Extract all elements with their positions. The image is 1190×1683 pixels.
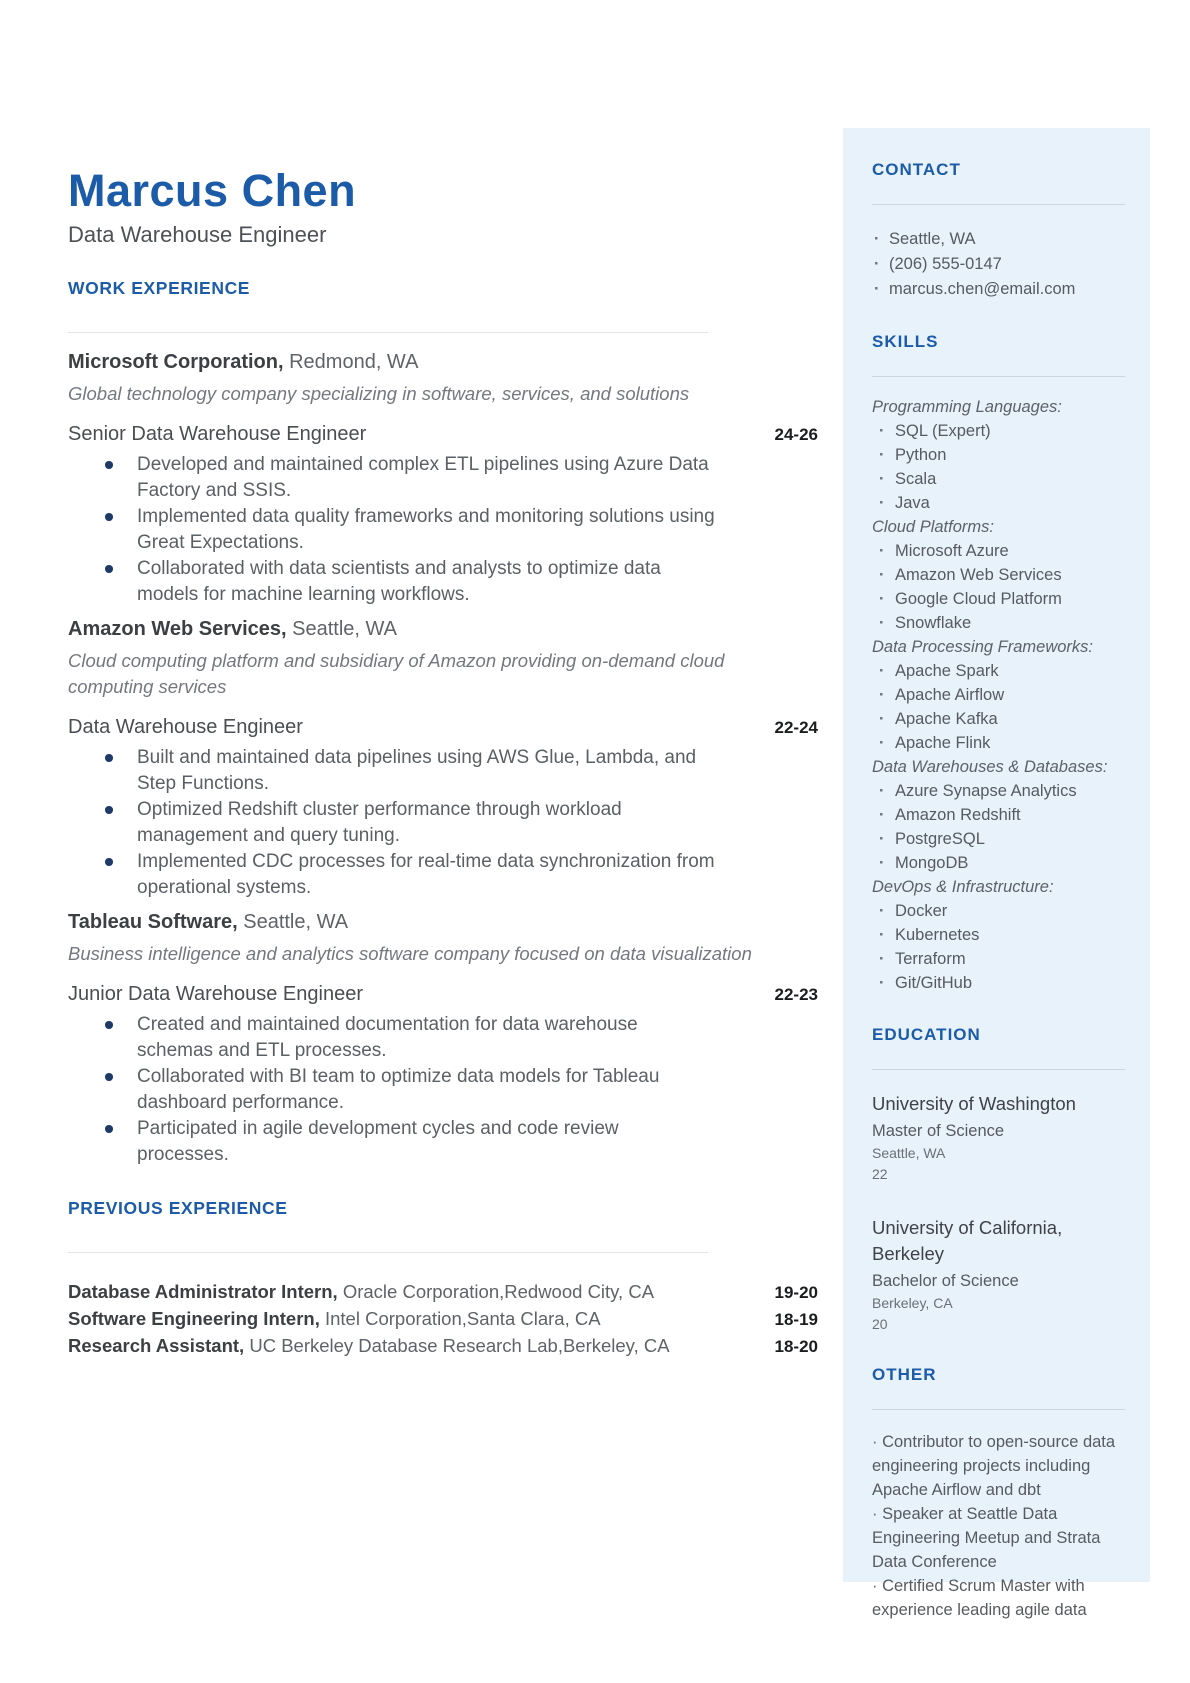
skill-groups bbox=[872, 395, 1125, 995]
contact-section bbox=[872, 160, 1125, 302]
skill-item: · Microsoft Azure bbox=[872, 539, 1125, 563]
contact-divider bbox=[872, 204, 1125, 205]
school-location: Seattle, WA bbox=[872, 1145, 946, 1161]
skill-item: · Java bbox=[872, 491, 1125, 515]
skill-group bbox=[872, 635, 1125, 755]
skill-item: · Amazon Redshift bbox=[872, 803, 1125, 827]
previous-role-dates: 19-20 bbox=[774, 1283, 818, 1302]
skill-category-label: Data Warehouses & Databases: bbox=[872, 758, 1108, 776]
company-description: Global technology company specializing in software, services, and solutions bbox=[68, 383, 690, 404]
skill-item: · Amazon Web Services bbox=[872, 563, 1125, 587]
skill-item: · SQL (Expert) bbox=[872, 419, 1125, 443]
skill-category-label: Data Processing Frameworks: bbox=[872, 638, 1093, 656]
work-experience-divider bbox=[68, 332, 708, 333]
work-experience-heading: WORK EXPERIENCE bbox=[68, 278, 251, 298]
skills-divider bbox=[872, 376, 1125, 377]
other-items bbox=[872, 1430, 1125, 1622]
company-line bbox=[68, 616, 818, 642]
skills-heading: SKILLS bbox=[872, 332, 939, 351]
job-entry bbox=[68, 349, 818, 608]
other-section bbox=[872, 1365, 1125, 1622]
skill-category-label: Programming Languages: bbox=[872, 398, 1062, 416]
skill-group bbox=[872, 755, 1125, 875]
job-bullet: Optimized Redshift cluster performance through workload management and query tuning. bbox=[105, 797, 715, 849]
company-location: Redmond, WA bbox=[283, 351, 419, 373]
skill-category-label: DevOps & Infrastructure: bbox=[872, 878, 1054, 896]
previous-role-title: Database Administrator Intern, bbox=[68, 1281, 338, 1302]
previous-role-title: Software Engineering Intern, bbox=[68, 1308, 320, 1329]
skill-group bbox=[872, 395, 1125, 515]
job-bullet: Collaborated with data scientists and analysts to optimize data models for machine learning workflows. bbox=[105, 556, 715, 608]
company-name: Amazon Web Services, bbox=[68, 618, 287, 640]
school-year: 22 bbox=[872, 1166, 888, 1182]
company-line bbox=[68, 349, 818, 375]
previous-role-row bbox=[68, 1333, 818, 1360]
previous-role-dates: 18-19 bbox=[774, 1310, 818, 1329]
job-bullet: Developed and maintained complex ETL pipelines using Azure Data Factory and SSIS. bbox=[105, 452, 715, 504]
main-column bbox=[68, 165, 818, 1360]
education-section bbox=[872, 1025, 1125, 1335]
skill-item: · Snowflake bbox=[872, 611, 1125, 635]
person-name: Marcus Chen bbox=[68, 165, 357, 216]
job-bullet-list bbox=[68, 1012, 818, 1168]
company-description: Business intelligence and analytics software company focused on data visualization bbox=[68, 943, 752, 964]
other-item bbox=[872, 1502, 1125, 1574]
skill-group bbox=[872, 875, 1125, 995]
skill-item: · PostgreSQL bbox=[872, 827, 1125, 851]
skill-item: · Azure Synapse Analytics bbox=[872, 779, 1125, 803]
bullet-dot-icon: · bbox=[872, 1505, 883, 1523]
contact-list bbox=[872, 227, 1125, 302]
job-bullet: Created and maintained documentation for data warehouse schemas and ETL processes. bbox=[105, 1012, 715, 1064]
job-dates: 22-23 bbox=[774, 985, 818, 1004]
skill-category-label: Cloud Platforms: bbox=[872, 518, 994, 536]
skill-item: · MongoDB bbox=[872, 851, 1125, 875]
skill-item: · Python bbox=[872, 443, 1125, 467]
skill-item: · Kubernetes bbox=[872, 923, 1125, 947]
job-bullet: Implemented data quality frameworks and monitoring solutions using Great Expectations. bbox=[105, 504, 715, 556]
previous-role-text bbox=[68, 1333, 670, 1359]
skill-item: · Docker bbox=[872, 899, 1125, 923]
school-degree: Bachelor of Science bbox=[872, 1272, 1019, 1290]
job-bullet-list bbox=[68, 452, 818, 608]
person-title: Data Warehouse Engineer bbox=[68, 222, 327, 247]
previous-role-org: UC Berkeley Database Research Lab,Berkeley, CA bbox=[244, 1335, 670, 1356]
previous-role-row bbox=[68, 1279, 818, 1306]
job-bullet-list bbox=[68, 745, 818, 901]
skill-list bbox=[872, 539, 1125, 635]
education-entry bbox=[872, 1215, 1125, 1335]
skill-item: · Apache Airflow bbox=[872, 683, 1125, 707]
skill-group bbox=[872, 515, 1125, 635]
skill-list bbox=[872, 659, 1125, 755]
job-dates: 22-24 bbox=[774, 718, 818, 737]
skill-item: · Scala bbox=[872, 467, 1125, 491]
company-location: Seattle, WA bbox=[286, 618, 398, 640]
job-entry bbox=[68, 616, 818, 901]
company-line bbox=[68, 909, 818, 935]
other-item bbox=[872, 1574, 1125, 1622]
previous-role-row bbox=[68, 1306, 818, 1333]
other-heading: OTHER bbox=[872, 1365, 937, 1384]
school-location: Berkeley, CA bbox=[872, 1295, 953, 1311]
bullet-dot-icon: · bbox=[872, 1433, 883, 1451]
role-line bbox=[68, 714, 818, 741]
job-bullet: Built and maintained data pipelines using AWS Glue, Lambda, and Step Functions. bbox=[105, 745, 715, 797]
job-role: Junior Data Warehouse Engineer bbox=[68, 983, 363, 1005]
role-line bbox=[68, 981, 818, 1008]
previous-role-org: Intel Corporation,Santa Clara, CA bbox=[319, 1308, 601, 1329]
other-item-text: Contributor to open-source data engineering projects including Apache Airflow and dbt bbox=[872, 1433, 1116, 1499]
company-location: Seattle, WA bbox=[237, 911, 349, 933]
skill-list bbox=[872, 779, 1125, 875]
skill-item: · Apache Flink bbox=[872, 731, 1125, 755]
job-entry bbox=[68, 909, 818, 1168]
bullet-dot-icon: · bbox=[872, 1577, 883, 1595]
job-role: Data Warehouse Engineer bbox=[68, 716, 303, 738]
education-divider bbox=[872, 1069, 1125, 1070]
company-name: Microsoft Corporation, bbox=[68, 351, 284, 373]
previous-role-org: Oracle Corporation,Redwood City, CA bbox=[337, 1281, 655, 1302]
skill-item: · Git/GitHub bbox=[872, 971, 1125, 995]
school-year: 20 bbox=[872, 1316, 888, 1332]
contact-item: · (206) 555-0147 bbox=[872, 252, 1125, 277]
contact-heading: CONTACT bbox=[872, 160, 961, 179]
job-bullet: Implemented CDC processes for real-time data synchronization from operational systems. bbox=[105, 849, 715, 901]
education-heading: EDUCATION bbox=[872, 1025, 981, 1044]
company-description: Cloud computing platform and subsidiary of Amazon providing on-demand cloud computing services bbox=[68, 650, 725, 697]
skill-list bbox=[872, 899, 1125, 995]
job-bullet: Participated in agile development cycles and code review processes. bbox=[105, 1116, 715, 1168]
sidebar-panel bbox=[843, 128, 1150, 1619]
job-role: Senior Data Warehouse Engineer bbox=[68, 423, 367, 445]
previous-role-text bbox=[68, 1306, 601, 1332]
skill-item: · Apache Spark bbox=[872, 659, 1125, 683]
skill-list bbox=[872, 419, 1125, 515]
contact-item: · marcus.chen@email.com bbox=[872, 277, 1125, 302]
role-line bbox=[68, 421, 818, 448]
school-name: University of Washington bbox=[872, 1093, 1076, 1114]
previous-experience-divider bbox=[68, 1252, 708, 1253]
job-dates: 24-26 bbox=[774, 425, 818, 444]
other-divider bbox=[872, 1409, 1125, 1410]
skill-item: · Google Cloud Platform bbox=[872, 587, 1125, 611]
previous-experience-heading: PREVIOUS EXPERIENCE bbox=[68, 1198, 288, 1218]
skills-section bbox=[872, 332, 1125, 995]
skill-item: · Terraform bbox=[872, 947, 1125, 971]
skill-item: · Apache Kafka bbox=[872, 707, 1125, 731]
school-name: University of California, Berkeley bbox=[872, 1217, 1063, 1264]
job-bullet: Collaborated with BI team to optimize data models for Tableau dashboard performance. bbox=[105, 1064, 715, 1116]
company-name: Tableau Software, bbox=[68, 911, 238, 933]
previous-role-text bbox=[68, 1279, 654, 1305]
previous-role-dates: 18-20 bbox=[774, 1337, 818, 1356]
other-item-text: Speaker at Seattle Data Engineering Meetup and Strata Data Conference bbox=[872, 1505, 1101, 1571]
previous-experience-rows bbox=[68, 1279, 818, 1360]
education-entry bbox=[872, 1091, 1125, 1185]
other-item-text: Certified Scrum Master with experience leading agile data bbox=[872, 1577, 1087, 1619]
school-degree: Master of Science bbox=[872, 1122, 1005, 1140]
other-item bbox=[872, 1430, 1125, 1502]
contact-item: · Seattle, WA bbox=[872, 227, 1125, 252]
previous-role-title: Research Assistant, bbox=[68, 1335, 245, 1356]
